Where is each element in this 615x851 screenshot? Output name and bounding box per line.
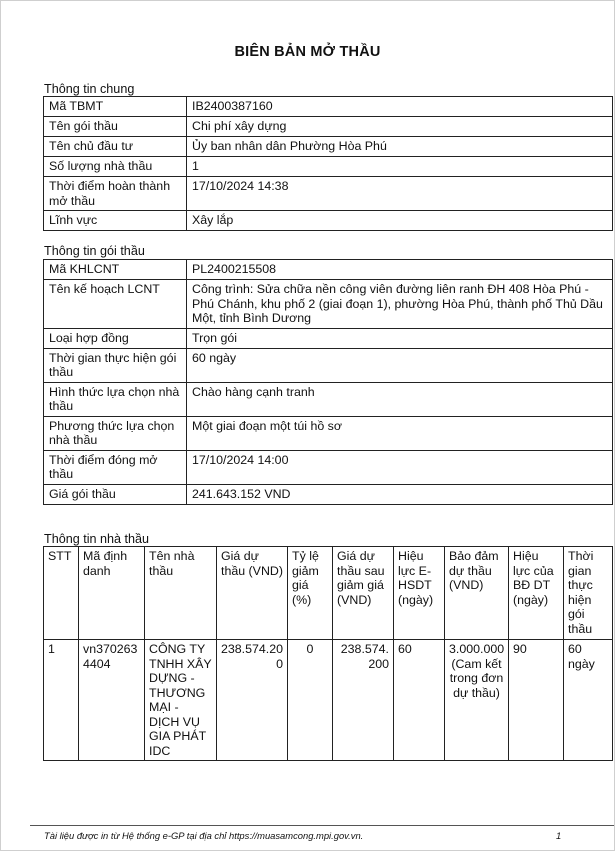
bidder-stt: 1 [44,640,79,761]
field-value: Công trình: Sửa chữa nền công viên đường liên ranh ĐH 408 Hòa Phú - Phú Chánh, khu phố 2 (giai đoạn 1), phường Hòa Phú, thành phố Thủ Dầu Một, tỉnh Bình Dương [187,280,613,329]
column-header: Hiệu lực E-HSDT (ngày) [394,547,445,640]
table-row [44,328,613,348]
field-value: PL2400215508 [187,260,613,280]
field-label: Thời gian thực hiện gói thầu [44,348,187,382]
column-header: Tỷ lệ giảm giá (%) [288,547,333,640]
field-label: Lĩnh vực [44,211,187,231]
execution-duration: 60 ngày [564,640,613,761]
field-value: 241.643.152 VND [187,484,613,504]
general-info-heading: Thông tin chung [44,82,135,96]
table-row [44,137,613,157]
e-hsdt-validity: 60 [394,640,445,761]
table-row [44,260,613,280]
package-info-heading: Thông tin gói thầu [44,244,145,258]
column-header: Giá dự thầu (VND) [217,547,288,640]
field-value: 60 ngày [187,348,613,382]
field-label: Giá gói thầu [44,484,187,504]
table-row [44,97,613,117]
column-header: Bảo đảm dự thầu (VND) [445,547,509,640]
field-value: IB2400387160 [187,97,613,117]
bidder-info-heading: Thông tin nhà thầu [44,532,150,546]
field-value: 17/10/2024 14:38 [187,177,613,211]
column-header: STT [44,547,79,640]
field-value: 17/10/2024 14:00 [187,450,613,484]
bidder-name: CÔNG TY TNHH XÂY DỰNG - THƯƠNG MẠI - DỊCH VỤ GIA PHÁT IDC [145,640,217,761]
document-title: BIÊN BẢN MỞ THẦU [234,44,381,60]
field-label: Mã KHLCNT [44,260,187,280]
bidder-table [43,546,613,761]
field-value: Trọn gói [187,328,613,348]
table-row [44,348,613,382]
field-label: Phương thức lựa chọn nhà thầu [44,416,187,450]
discount-rate: 0 [288,640,333,761]
table-row [44,484,613,504]
field-value: 1 [187,157,613,177]
table-row [44,211,613,231]
bidder-id: vn3702634404 [79,640,145,761]
field-label: Mã TBMT [44,97,187,117]
field-value: Chi phí xây dựng [187,117,613,137]
table-row [44,157,613,177]
table-row [44,640,613,761]
bid-price: 238.574.200 [217,640,288,761]
column-header: Tên nhà thầu [145,547,217,640]
field-label: Thời điểm đóng mở thầu [44,450,187,484]
footer-note: Tài liệu được in từ Hệ thống e-GP tại địa chỉ https://muasamcong.mpi.gov.vn. [44,830,364,841]
footer-divider [30,825,614,826]
table-row [44,382,613,416]
guarantee-validity: 90 [509,640,564,761]
field-label: Số lượng nhà thầu [44,157,187,177]
general-info-table [43,96,613,231]
table-row [44,177,613,211]
bid-guarantee: 3.000.000 (Cam kết trong đơn dự thầu) [445,640,509,761]
field-value: Một giai đoạn một túi hồ sơ [187,416,613,450]
field-value: Ủy ban nhân dân Phường Hòa Phú [187,137,613,157]
table-header-row [44,547,613,640]
field-label: Loại hợp đồng [44,328,187,348]
table-row [44,280,613,329]
field-label: Hình thức lựa chọn nhà thầu [44,382,187,416]
table-row [44,416,613,450]
field-label: Thời điểm hoàn thành mở thầu [44,177,187,211]
column-header: Thời gian thực hiện gói thầu [564,547,613,640]
column-header: Mã định danh [79,547,145,640]
field-label: Tên gói thầu [44,117,187,137]
price-after-discount: 238.574.200 [333,640,394,761]
table-row [44,450,613,484]
table-row [44,117,613,137]
field-label: Tên kế hoạch LCNT [44,280,187,329]
field-value: Xây lắp [187,211,613,231]
package-info-table [43,259,613,505]
field-label: Tên chủ đầu tư [44,137,187,157]
column-header: Giá dự thầu sau giảm giá (VND) [333,547,394,640]
field-value: Chào hàng cạnh tranh [187,382,613,416]
column-header: Hiệu lực của BĐ DT (ngày) [509,547,564,640]
page-number: 1 [556,830,562,841]
